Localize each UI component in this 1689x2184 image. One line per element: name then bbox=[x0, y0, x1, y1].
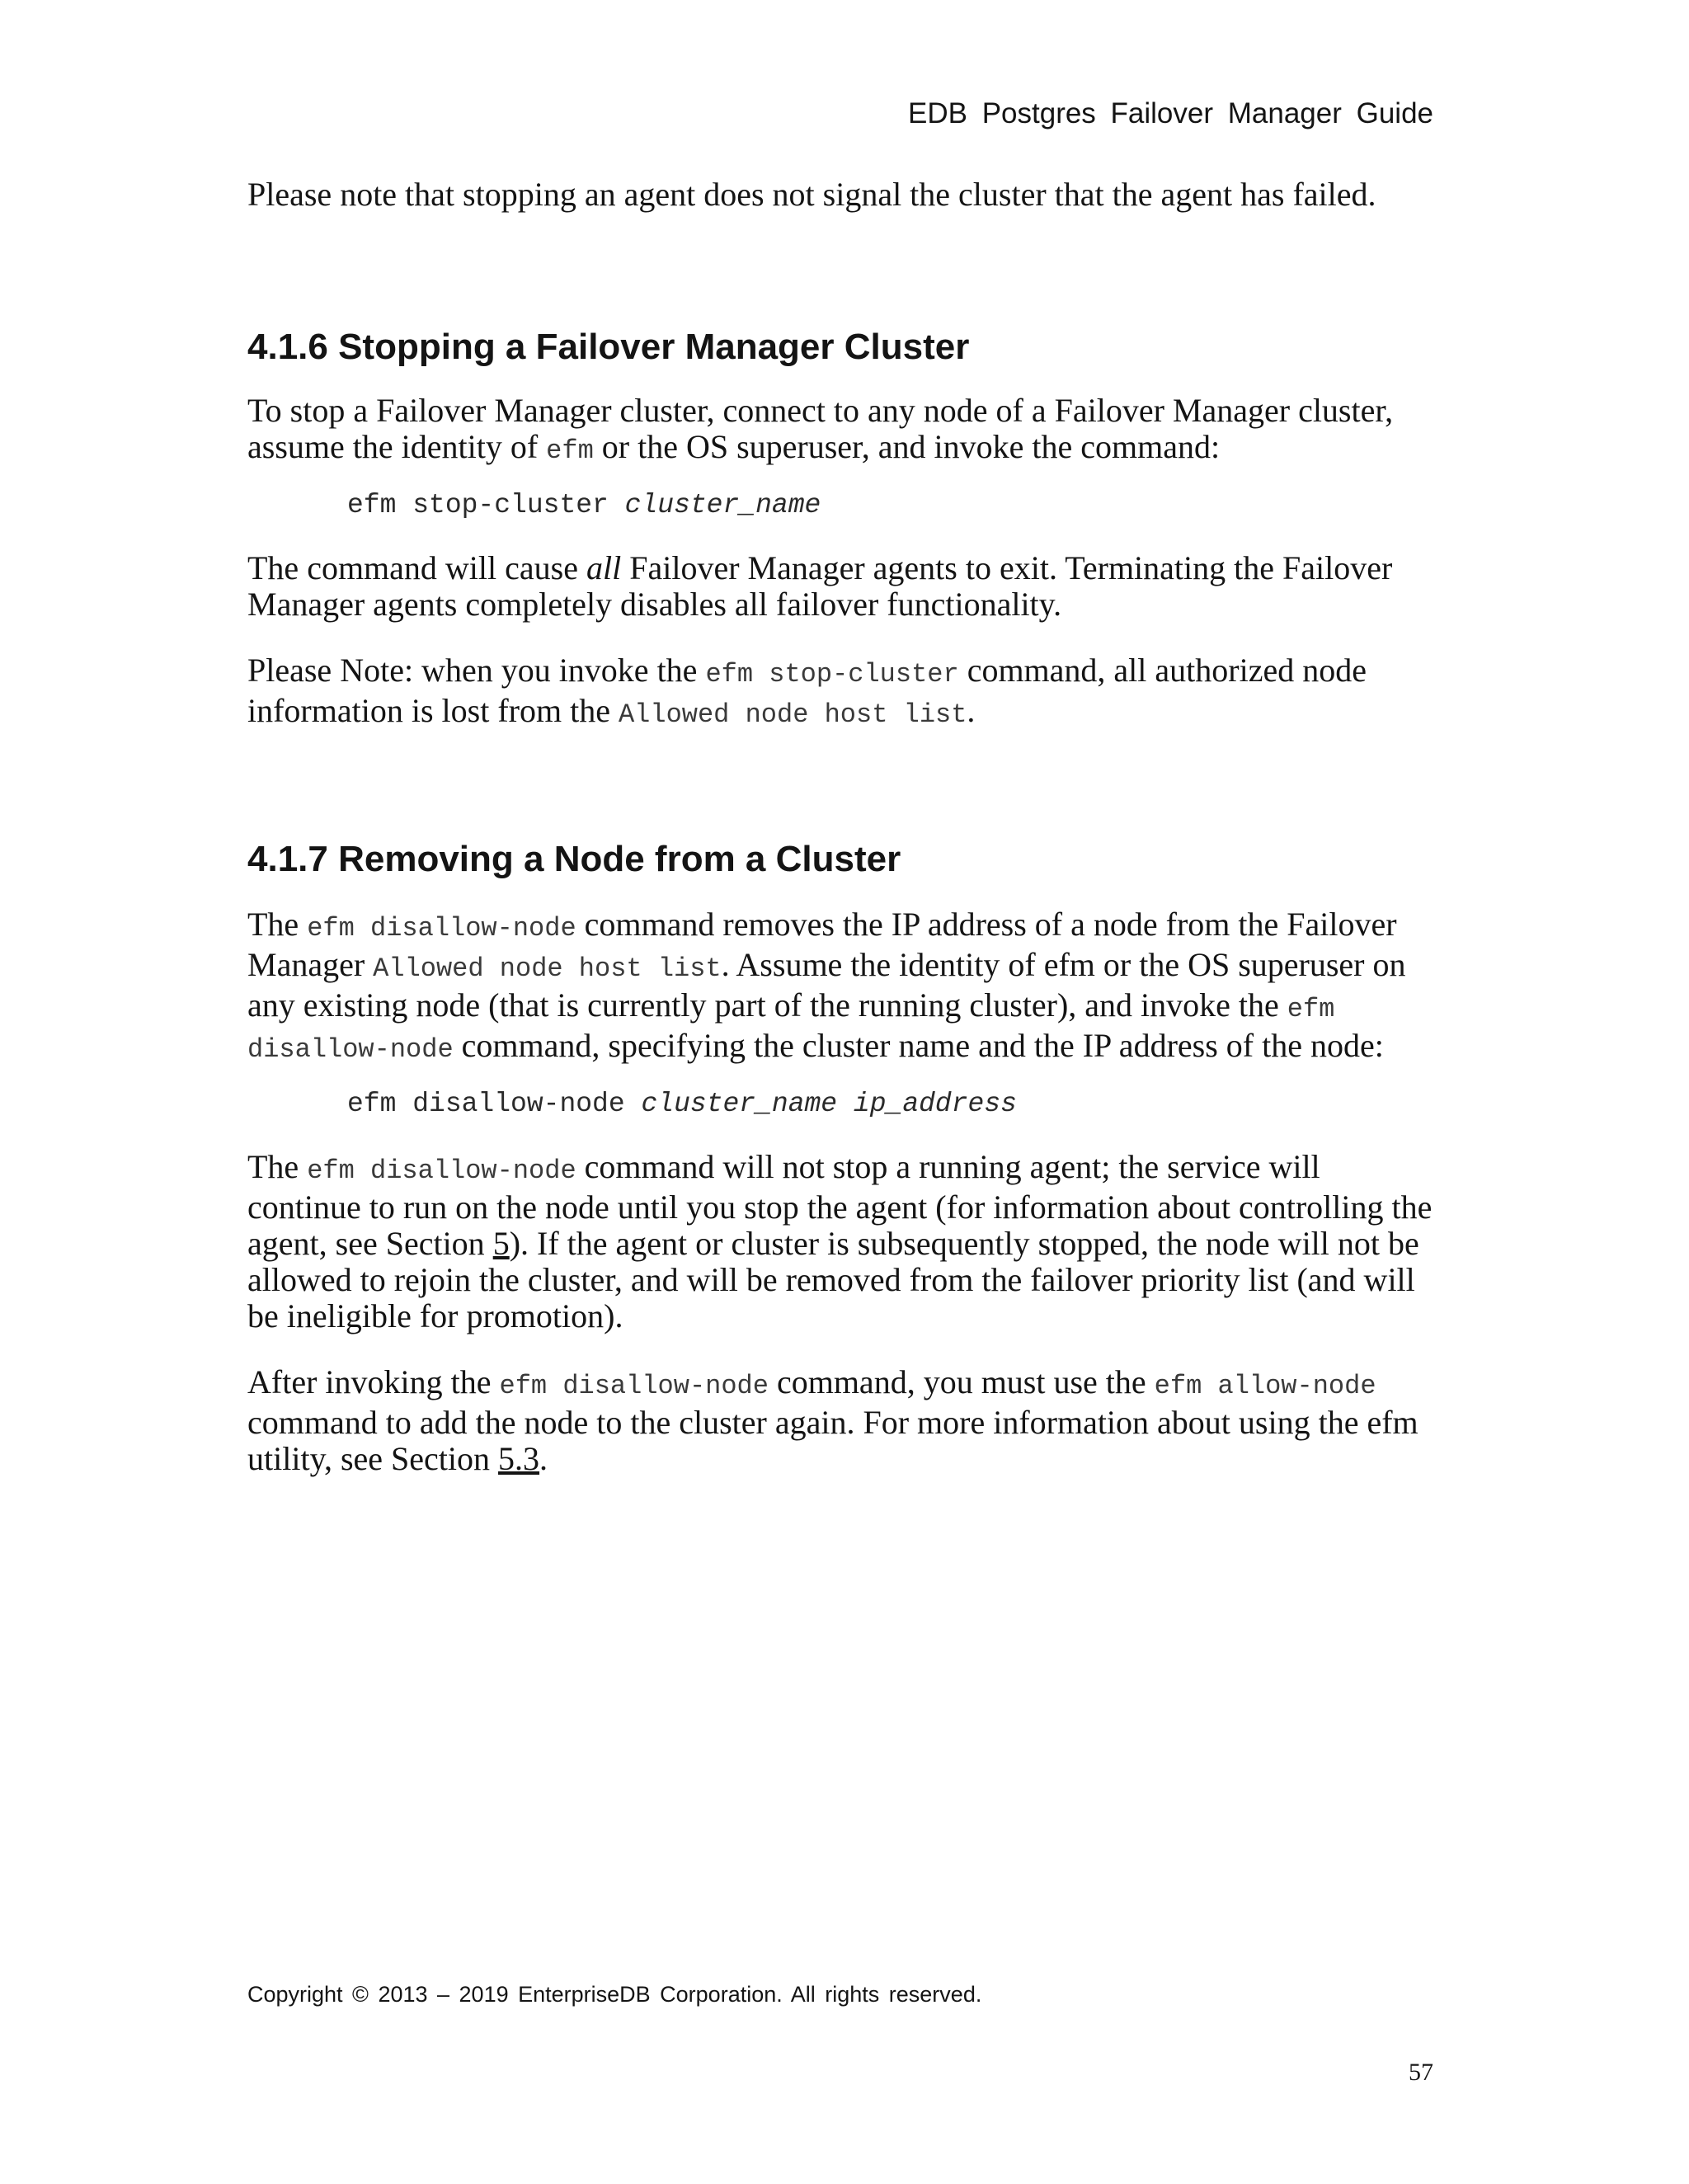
page-content bbox=[247, 173, 1435, 1477]
disallow-node-behavior-paragraph bbox=[247, 1149, 1435, 1334]
text: . bbox=[539, 1440, 548, 1477]
text: . bbox=[967, 692, 976, 729]
disallow-node-command bbox=[347, 1086, 1435, 1123]
section-heading-4-1-7: 4.1.7 Removing a Node from a Cluster bbox=[247, 839, 901, 879]
page-header: EDB Postgres Failover Manager Guide bbox=[908, 97, 1433, 129]
text: or the OS superuser, and invoke the command: bbox=[593, 428, 1221, 465]
text: After invoking the bbox=[247, 1363, 500, 1400]
text: ). If the agent or cluster is subsequently stopped, the node will not be allowed to rejoin the cluster, and will be removed from the failover priority list (and will be ineligible for promotion). bbox=[247, 1225, 1419, 1334]
section-5-3-link[interactable]: 5.3 bbox=[498, 1440, 540, 1477]
text: command to add the node to the cluster again. For more information about using the efm utility, see Section bbox=[247, 1404, 1418, 1477]
command-text: efm disallow-node bbox=[347, 1089, 642, 1119]
text: command will not stop a running agent; the service will continue to run on the node until you stop the agent (for information about controlling the agent, see Section bbox=[247, 1148, 1433, 1262]
text: command, you must use the bbox=[768, 1363, 1155, 1400]
text: command, all authorized node information is lost from the bbox=[247, 652, 1367, 729]
copyright-footer: Copyright © 2013 – 2019 EnterpriseDB Corporation. All rights reserved. bbox=[247, 1982, 982, 2007]
command-text: efm stop-cluster bbox=[347, 490, 625, 520]
emphasis: all bbox=[586, 549, 622, 586]
section-heading-4-1-6: 4.1.6 Stopping a Failover Manager Cluster bbox=[247, 327, 970, 367]
text: command removes the IP address of a node from the Failover Manager bbox=[247, 906, 1397, 983]
stop-cluster-effect-paragraph bbox=[247, 550, 1435, 623]
inline-code: efm disallow-node bbox=[307, 913, 576, 944]
inline-code: efm disallow-node bbox=[307, 1156, 576, 1186]
text: Failover Manager agents to exit. Terminating the Failover Manager agents completely disables all failover functionality. bbox=[247, 549, 1393, 623]
command-placeholder: cluster_name bbox=[624, 490, 821, 520]
disallow-node-paragraph bbox=[247, 906, 1435, 1068]
allow-node-paragraph bbox=[247, 1364, 1435, 1477]
inline-code: efm bbox=[546, 435, 594, 466]
stop-cluster-paragraph bbox=[247, 393, 1435, 469]
page-number: 57 bbox=[1409, 2059, 1433, 2086]
intro-note: Please note that stopping an agent does not signal the cluster that the agent has failed. bbox=[247, 176, 1376, 213]
inline-code: efm disallow-node bbox=[499, 1371, 769, 1401]
inline-code: efm allow-node bbox=[1154, 1371, 1376, 1401]
text: The bbox=[247, 1148, 308, 1185]
stop-cluster-command bbox=[347, 487, 1435, 524]
section-5-link[interactable]: 5 bbox=[492, 1225, 510, 1262]
stop-cluster-note-paragraph bbox=[247, 652, 1435, 733]
inline-code: Allowed node host list bbox=[618, 699, 967, 730]
text: The bbox=[247, 906, 308, 943]
text: command, specifying the cluster name and the IP address of the node: bbox=[453, 1027, 1384, 1064]
text: . Assume the identity of efm or the OS superuser on any existing node (that is currently part of the running cluster), and invoke the bbox=[247, 946, 1406, 1024]
inline-code: Allowed node host list bbox=[373, 953, 722, 984]
inline-code: efm stop-cluster bbox=[705, 659, 959, 690]
inline-code: efm disallow-node bbox=[247, 994, 1335, 1065]
command-placeholder: cluster_name ip_address bbox=[641, 1089, 1017, 1119]
text: To stop a Failover Manager cluster, connect to any node of a Failover Manager cluster, assume the identity of bbox=[247, 392, 1394, 465]
text: The command will cause bbox=[247, 549, 586, 586]
text: Please Note: when you invoke the bbox=[247, 652, 706, 689]
